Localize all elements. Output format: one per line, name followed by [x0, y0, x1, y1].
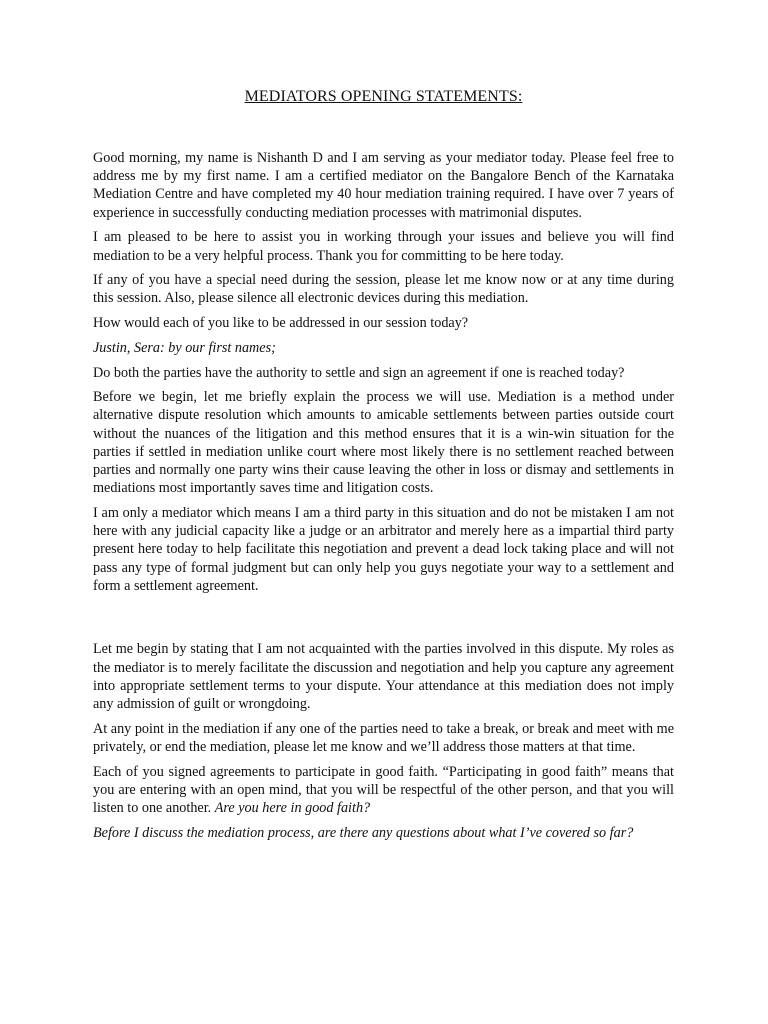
good-faith-text: Each of you signed agreements to participate in good faith. “Participating in good faith” means that you are entering with an open mind, that you will be respectful of the other person, and that you will listen to one another. [93, 763, 674, 817]
paragraph-authority-question: Do both the parties have the authority to settle and sign an agreement if one is reached today? [93, 364, 625, 381]
good-faith-question: Are you here in good faith? [214, 800, 371, 817]
paragraph-questions-so-far: Before I discuss the mediation process, are there any questions about what I’ve covered so far? [93, 824, 634, 841]
paragraph-breaks: At any point in the mediation if any one of the parties need to take a break, or break and meet with me privately, or end the mediation, please let me know and we’ll address those matters at that time. [93, 720, 674, 755]
paragraph-good-faith [93, 763, 674, 818]
section-gap [93, 601, 674, 640]
document-body [93, 149, 674, 849]
paragraph-parties-reply: Justin, Sera: by our first names; [93, 339, 276, 356]
paragraph-mediator-role: I am only a mediator which means I am a third party in this situation and do not be mistaken I am not here with any judicial capacity like a judge or an arbitrator and merely here as a impartial third party present here today to help facilitate this negotiation and prevent a dead lock taking place and will not pass any type of formal judgment but can only help you guys negotiate your way to a settlement and form a settlement agreement. [93, 504, 674, 594]
paragraph-process-explanation: Before we begin, let me briefly explain the process we will use. Mediation is a method under alternative dispute resolution which amounts to amicable settlements between parties outside court without the nuances of the litigation and this method ensures that it is a win-win situation for the parties if settled in mediation unlike court where most likely there is no settlement reached between parties and normally one party wins their cause leaving the other in loss or dismay and settlements in mediations most importantly saves time and litigation costs. [93, 389, 674, 497]
paragraph-acquaintance: Let me begin by stating that I am not acquainted with the parties involved in this dispute. My roles as the mediator is to merely facilitate the discussion and negotiation and help you capture any agreement into appropriate settlement terms to your dispute. Your attendance at this mediation does not imply any admission of guilt or wrongdoing. [93, 641, 674, 713]
paragraph-introduction: Good morning, my name is Nishanth D and I am serving as your mediator today. Please feel free to address me by my first name. I am a certified mediator on the Bangalore Bench of the Karnataka Mediation Centre and have completed my 40 hour mediation training required. I have over 7 years of experience in successfully conducting mediation processes with matrimonial disputes. [93, 150, 674, 221]
paragraph-address-question: How would each of you like to be addressed in our session today? [93, 315, 469, 332]
document-title: MEDIATORS OPENING STATEMENTS: [244, 88, 523, 105]
paragraph-welcome: I am pleased to be here to assist you in working through your issues and believe you will find mediation to be a very helpful process. Thank you for committing to be here today. [93, 229, 674, 264]
paragraph-special-needs: If any of you have a special need during the session, please let me know now or at any time during this session. Also, please silence all electronic devices during this mediation. [93, 272, 674, 307]
